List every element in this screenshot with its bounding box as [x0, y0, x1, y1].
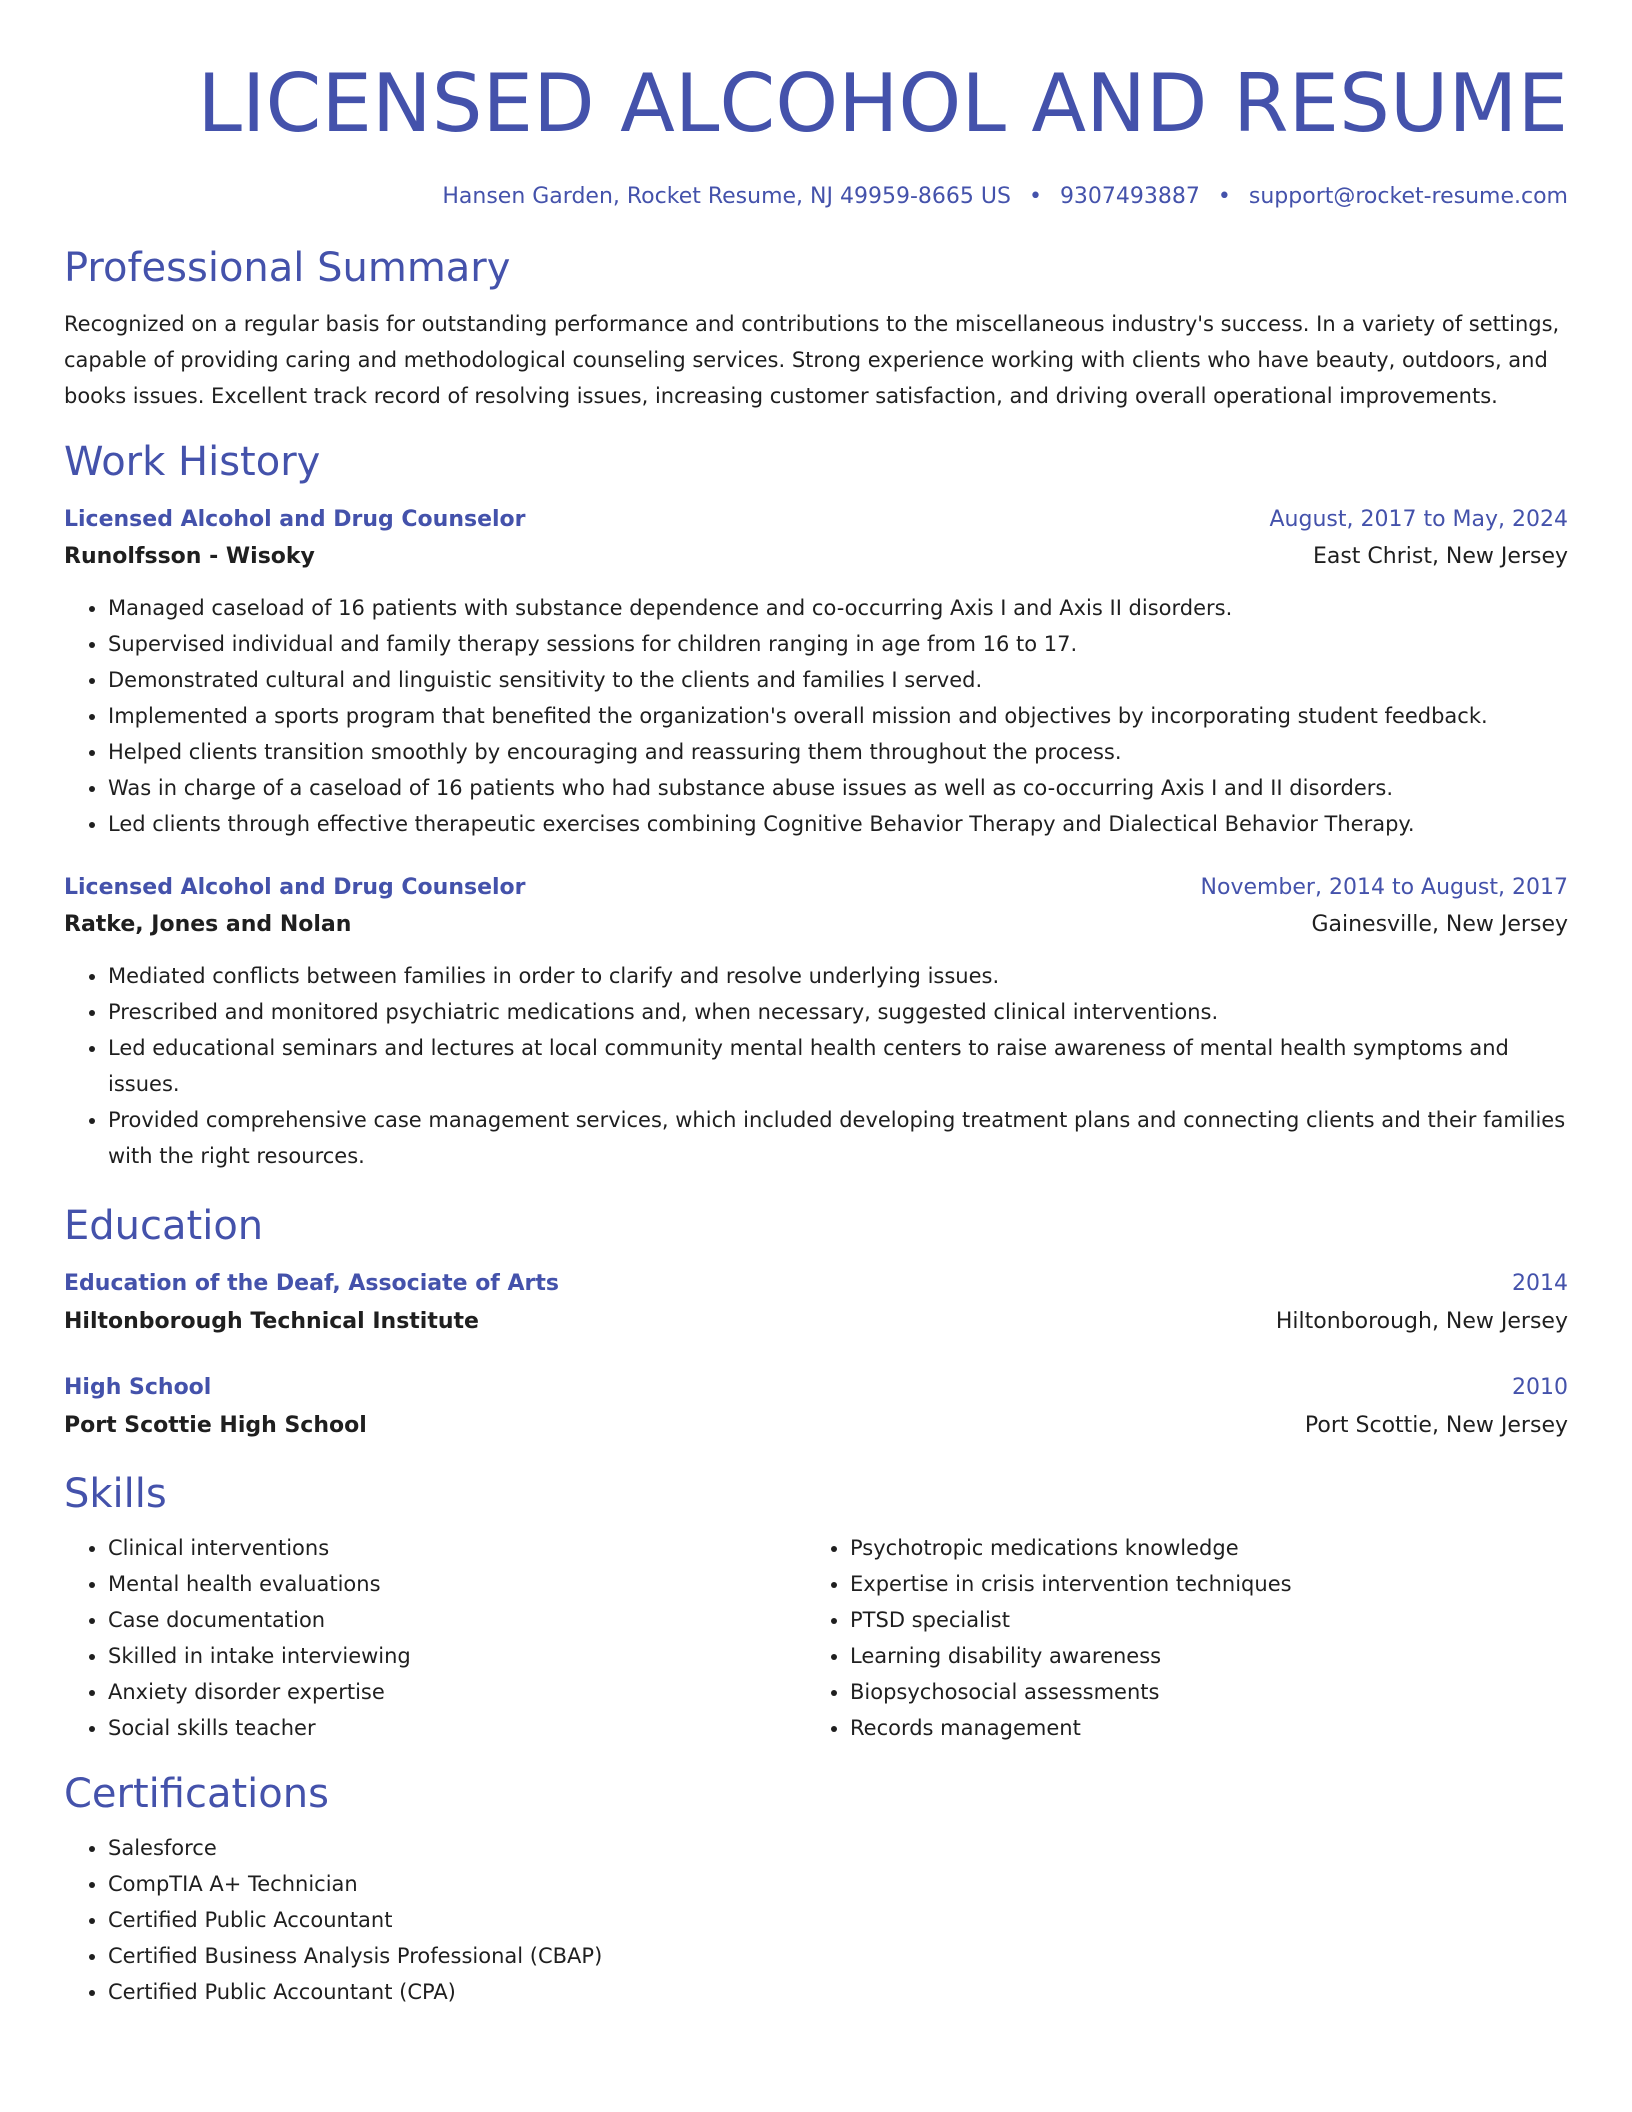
job-role: Licensed Alcohol and Drug Counselor — [64, 507, 526, 532]
skill-item: • Records management — [850, 1710, 1548, 1746]
skill-item: • Skilled in intake interviewing — [108, 1638, 806, 1674]
certification-item: • CompTIA A+ Technician — [108, 1866, 1568, 1902]
job-company-row — [64, 538, 1568, 576]
job-header-row — [64, 502, 1568, 538]
contact-separator: • — [1028, 184, 1042, 209]
job-location: East Christ, New Jersey — [1312, 544, 1568, 569]
job-bullet: • Implemented a sports program that benefited the organization's overall mission and objectives by incorporating student feedback. — [108, 698, 1568, 734]
job-header-row — [64, 870, 1568, 906]
education-location: Port Scottie, New Jersey — [1304, 1413, 1568, 1438]
job-bullet: • Was in charge of a caseload of 16 patients who had substance abuse issues as well as co-occurring Axis I and II disorders. — [108, 770, 1568, 806]
skill-item: • Mental health evaluations — [108, 1566, 806, 1602]
skill-item: • Clinical interventions — [108, 1530, 806, 1566]
resume-header — [64, 56, 1568, 212]
education-school: Hiltonborough Technical Institute — [64, 1309, 479, 1334]
skills-grid — [64, 1530, 1568, 1746]
job-location: Gainesville, New Jersey — [1311, 912, 1568, 937]
skill-item: • Expertise in crisis intervention techniques — [850, 1566, 1548, 1602]
skill-item: • Case documentation — [108, 1602, 806, 1638]
education-year: 2014 — [1512, 1271, 1568, 1296]
job-bullet: • Led clients through effective therapeutic exercises combining Cognitive Behavior Therapy and Dialectical Behavior Therapy. — [108, 806, 1568, 842]
contact-address: Hansen Garden, Rocket Resume, NJ 49959-8665 US — [442, 184, 1011, 209]
education-degree: Education of the Deaf, Associate of Arts — [64, 1271, 560, 1296]
education-location: Hiltonborough, New Jersey — [1275, 1309, 1568, 1334]
certification-item: • Certified Public Accountant — [108, 1902, 1568, 1938]
education-header-row — [64, 1370, 1568, 1406]
summary-heading: Professional Summary — [64, 245, 511, 291]
job-entry — [64, 502, 1568, 842]
education-school-row — [64, 1302, 1568, 1342]
job-dates: November, 2014 to August, 2017 — [1200, 875, 1568, 900]
education-entry — [64, 1266, 1568, 1342]
job-bullet: • Led educational seminars and lectures at local community mental health centers to raise awareness of mental health symptoms and issues. — [108, 1030, 1568, 1102]
certification-item: • Certified Public Accountant (CPA) — [108, 1974, 1568, 2010]
job-bullet: • Managed caseload of 16 patients with substance dependence and co-occurring Axis I and Axis II disorders. — [108, 590, 1568, 626]
job-role: Licensed Alcohol and Drug Counselor — [64, 875, 526, 900]
skill-item: • PTSD specialist — [850, 1602, 1548, 1638]
job-company: Ratke, Jones and Nolan — [64, 912, 352, 937]
job-bullet: • Helped clients transition smoothly by encouraging and reassuring them throughout the process. — [108, 734, 1568, 770]
job-bullet: • Mediated conflicts between families in order to clarify and resolve underlying issues. — [108, 958, 1568, 994]
contact-phone: 9307493887 — [1059, 184, 1200, 209]
certification-item: • Certified Business Analysis Professional (CBAP) — [108, 1938, 1568, 1974]
skill-item: • Psychotropic medications knowledge — [850, 1530, 1548, 1566]
job-company: Runolfsson - Wisoky — [64, 544, 315, 569]
skill-item: • Biopsychosocial assessments — [850, 1674, 1548, 1710]
job-bullets — [64, 590, 1568, 842]
job-bullets — [64, 958, 1568, 1174]
education-header-row — [64, 1266, 1568, 1302]
candidate-name: LICENSED ALCOHOL AND RESUME — [197, 57, 1568, 150]
job-dates: August, 2017 to May, 2024 — [1269, 507, 1568, 532]
skills-list-left — [64, 1530, 806, 1746]
education-entry — [64, 1370, 1568, 1446]
job-bullet: • Demonstrated cultural and linguistic sensitivity to the clients and families I served. — [108, 662, 1568, 698]
education-school-row — [64, 1406, 1568, 1446]
job-bullet: • Prescribed and monitored psychiatric medications and, when necessary, suggested clinical interventions. — [108, 994, 1568, 1030]
skills-heading: Skills — [64, 1471, 167, 1517]
contact-line — [64, 182, 1568, 212]
skills-list-right — [806, 1530, 1548, 1746]
education-school: Port Scottie High School — [64, 1413, 367, 1438]
skill-item: • Learning disability awareness — [850, 1638, 1548, 1674]
education-degree: High School — [64, 1375, 212, 1400]
work-history-heading: Work History — [64, 439, 321, 485]
job-bullet: • Provided comprehensive case management services, which included developing treatment plans and connecting clients and their families with the right resources. — [108, 1102, 1568, 1174]
contact-separator: • — [1217, 184, 1231, 209]
education-year: 2010 — [1512, 1375, 1568, 1400]
education-heading: Education — [64, 1203, 264, 1249]
job-company-row — [64, 906, 1568, 944]
certification-item: • Salesforce — [108, 1830, 1568, 1866]
job-entry — [64, 870, 1568, 1174]
job-bullet: • Supervised individual and family therapy sessions for children ranging in age from 16 to 17. — [108, 626, 1568, 662]
certifications-list — [64, 1830, 1568, 2010]
contact-email[interactable]: support@rocket-resume.com — [1248, 184, 1568, 209]
summary-text: Recognized on a regular basis for outstanding performance and contributions to the miscellaneous industry's success. In a variety of settings, capable of providing caring and methodological counseling services. Strong experience working with clients who have beauty, outdoors, and books issues. Excellent track record of resolving issues, increasing customer satisfaction, and driving overall operational improvements. — [64, 312, 1560, 408]
skill-item: • Anxiety disorder expertise — [108, 1674, 806, 1710]
certifications-heading: Certifications — [64, 1771, 329, 1817]
skill-item: • Social skills teacher — [108, 1710, 806, 1746]
